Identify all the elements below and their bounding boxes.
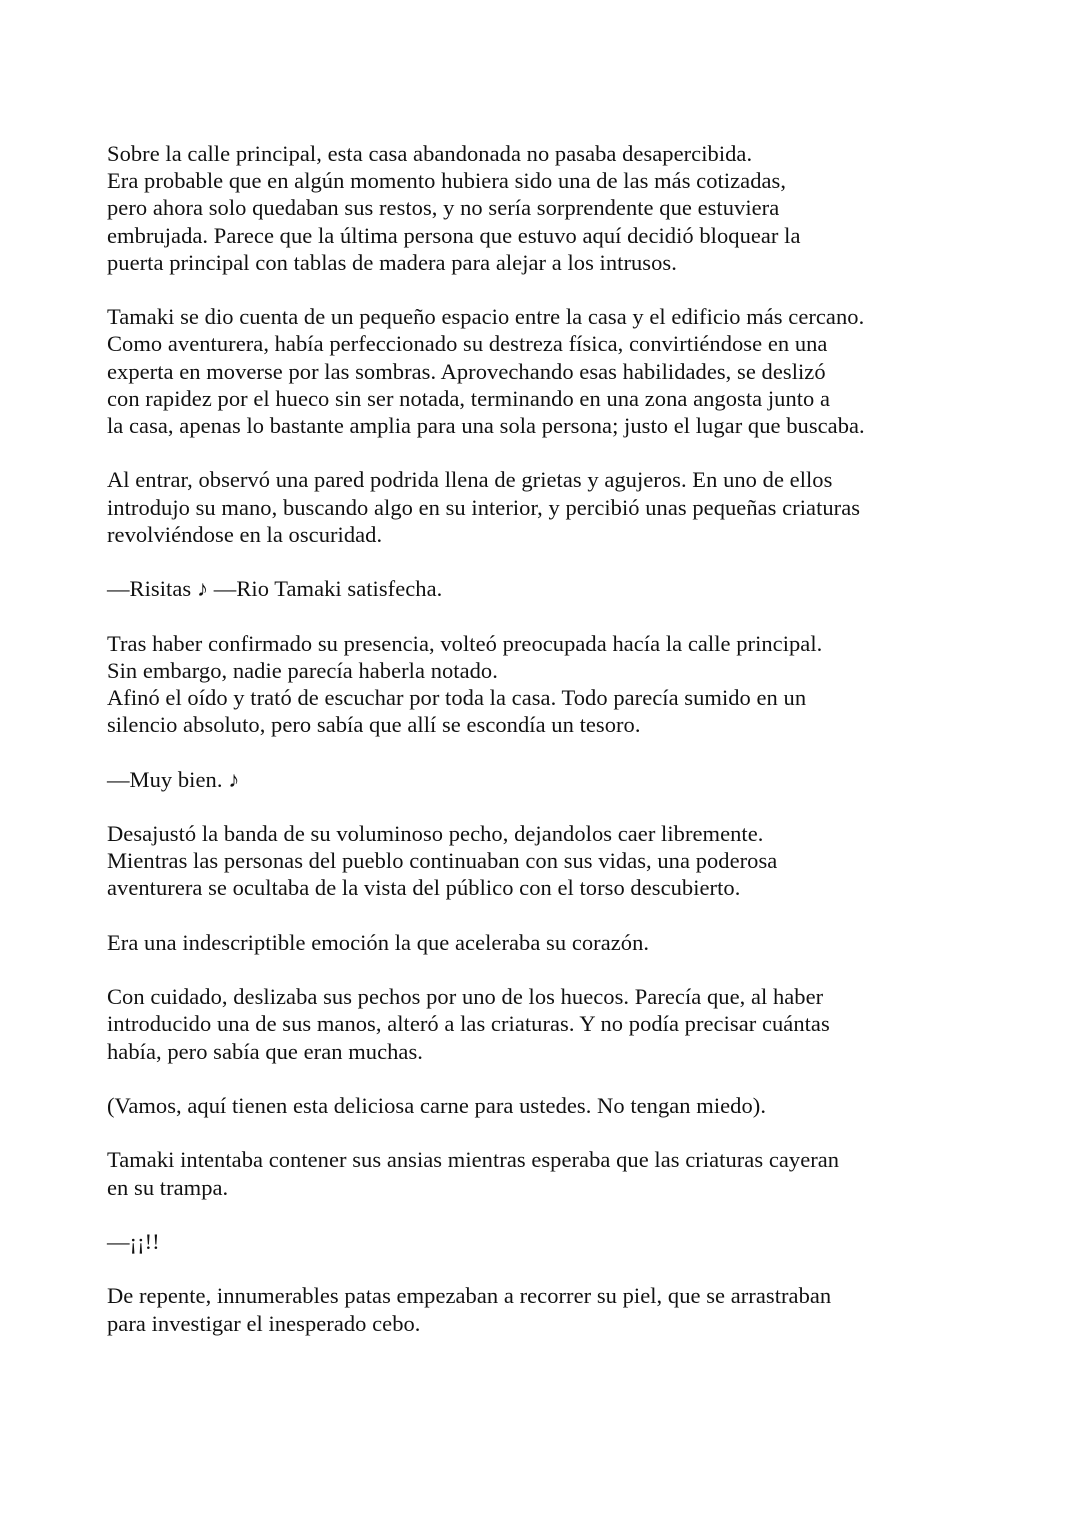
text-line: (Vamos, aquí tienen esta deliciosa carne para ustedes. No tengan miedo). [107, 1092, 766, 1118]
text-line: Era probable que en algún momento hubiera sido una de las más cotizadas, [107, 168, 787, 194]
text-line: embrujada. Parece que la última persona que estuvo aquí decidió bloquear la [107, 222, 801, 248]
text-line: puerta principal con tablas de madera para alejar a los intrusos. [107, 249, 677, 275]
text-line: Sobre la calle principal, esta casa abandonada no pasaba desapercibida. [107, 141, 753, 166]
dialogue-exclamation [107, 1228, 1007, 1255]
text-line: Con cuidado, deslizaba sus pechos por uno de los huecos. Parecía que, al haber [107, 984, 824, 1010]
paragraph-confirmed-presence [107, 630, 1007, 739]
text-line: la casa, apenas lo bastante amplia para una sola persona; justo el lugar que buscaba. [107, 413, 865, 439]
text-line: había, pero sabía que eran muchas. [107, 1038, 423, 1064]
text-line: Como aventurera, había perfeccionado su destreza física, convirtiéndose en una [107, 331, 828, 357]
text-line: Tamaki se dio cuenta de un pequeño espacio entre la casa y el edificio más cercano. [107, 304, 865, 330]
text-line: —Risitas ♪ —Rio Tamaki satisfecha. [107, 576, 443, 602]
thought-vamos [107, 1092, 1007, 1119]
text-line: introducido una de sus manos, alteró a las criaturas. Y no podía precisar cuántas [107, 1011, 830, 1037]
text-line: introdujo su mano, buscando algo en su interior, y percibió unas pequeñas criaturas [107, 494, 861, 520]
paragraph-tamaki-gap [107, 303, 1007, 439]
document-page [107, 140, 1007, 1364]
text-line: experta en moverse por las sombras. Aprovechando esas habilidades, se deslizó [107, 358, 826, 384]
paragraph-rotten-wall [107, 466, 1007, 548]
text-line: silencio absoluto, pero sabía que allí se escondía un tesoro. [107, 712, 641, 738]
paragraph-holes [107, 983, 1007, 1065]
paragraph-house-description [107, 140, 1007, 276]
text-line: Afinó el oído y trató de escuchar por toda la casa. Todo parecía sumido en un [107, 685, 807, 710]
text-line: en su trampa. [107, 1174, 229, 1200]
text-line: con rapidez por el hueco sin ser notada, terminando en una zona angosta junto a [107, 385, 831, 411]
text-line: Sin embargo, nadie parecía haberla notado. [107, 657, 498, 683]
paragraph-legs [107, 1282, 1007, 1336]
text-line: —Muy bien. ♪ [107, 766, 240, 792]
text-line: Era una indescriptible emoción la que aceleraba su corazón. [107, 929, 650, 955]
dialogue-muy-bien [107, 766, 1007, 793]
text-line: para investigar el inesperado cebo. [107, 1310, 421, 1336]
text-line: Tras haber confirmado su presencia, volteó preocupada hacía la calle principal. [107, 630, 823, 656]
text-line: Tamaki intentaba contener sus ansias mientras esperaba que las criaturas cayeran [107, 1147, 840, 1173]
text-line: aventurera se ocultaba de la vista del público con el torso descubierto. [107, 875, 741, 901]
text-line: revolviéndose en la oscuridad. [107, 521, 383, 547]
text-line: Mientras las personas del pueblo continuaban con sus vidas, una poderosa [107, 848, 778, 874]
paragraph-trap [107, 1146, 1007, 1200]
paragraph-emotion [107, 929, 1007, 956]
paragraph-band [107, 820, 1007, 902]
text-line: —¡¡!! [107, 1228, 160, 1254]
dialogue-risitas [107, 575, 1007, 602]
text-line: pero ahora solo quedaban sus restos, y no sería sorprendente que estuviera [107, 195, 780, 221]
text-line: De repente, innumerables patas empezaban a recorrer su piel, que se arrastraban [107, 1283, 832, 1309]
text-line: Al entrar, observó una pared podrida llena de grietas y agujeros. En uno de ellos [107, 467, 833, 493]
text-line: Desajustó la banda de su voluminoso pecho, dejandolos caer libremente. [107, 820, 764, 846]
